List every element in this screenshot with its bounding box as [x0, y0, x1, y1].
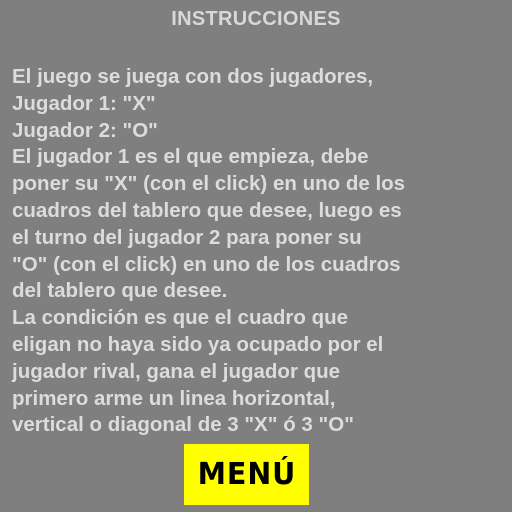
menu-button-label: MENÚ: [197, 457, 296, 492]
instruction-line: "O" (con el click) en uno de los cuadros: [12, 252, 401, 276]
page-title: INSTRUCCIONES: [171, 8, 341, 30]
instruction-line: Jugador 2: "O": [12, 118, 158, 142]
instruction-line: El jugador 1 es el que empieza, debe: [12, 145, 369, 169]
instruction-line: vertical o diagonal de 3 "X" ó 3 "O": [12, 413, 354, 437]
instruction-line: poner su "X" (con el click) en uno de los: [12, 172, 406, 196]
instruction-line: primero arme un linea horizontal,: [12, 386, 336, 410]
instruction-line: cuadros del tablero que desee, luego es: [12, 198, 402, 222]
instructions-text: [12, 64, 504, 439]
instruction-line: Jugador 1: "X": [12, 91, 156, 115]
instruction-line: El juego se juega con dos jugadores,: [12, 65, 374, 88]
instruction-line: jugador rival, gana el jugador que: [12, 359, 341, 383]
instruction-line: del tablero que desee.: [12, 279, 228, 303]
menu-button[interactable]: [184, 444, 309, 505]
instruction-line: el turno del jugador 2 para poner su: [12, 225, 362, 249]
instruction-line: La condición es que el cuadro que: [12, 306, 349, 330]
instruction-line: eligan no haya sido ya ocupado por el: [12, 332, 384, 356]
